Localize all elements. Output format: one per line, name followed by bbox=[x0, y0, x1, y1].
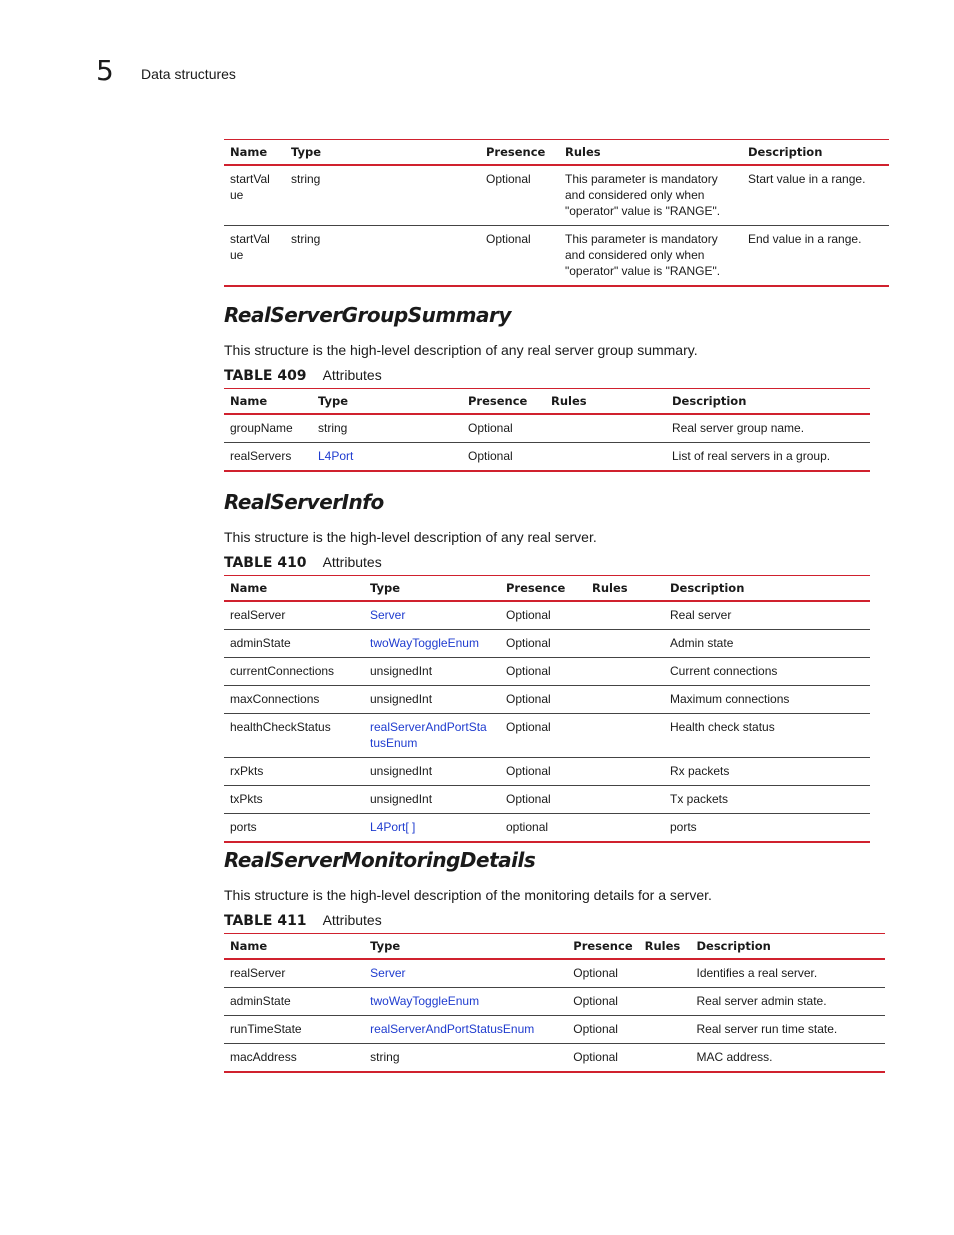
cell-rules bbox=[639, 988, 691, 1016]
table-label: TABLE 409 bbox=[224, 368, 307, 384]
cell-description: Start value in a range. bbox=[742, 165, 889, 226]
cell-presence: Optional bbox=[500, 630, 586, 658]
cell-rules bbox=[586, 630, 664, 658]
column-header-type: Type bbox=[364, 934, 567, 960]
cell-rules bbox=[639, 1044, 691, 1073]
cell-description: Tx packets bbox=[664, 786, 870, 814]
table-409 bbox=[224, 388, 870, 472]
section-heading-410: RealServerInfo bbox=[224, 490, 384, 514]
section-intro-411: This structure is the high-level description of the monitoring details for a server. bbox=[224, 887, 712, 903]
column-header-rules: Rules bbox=[559, 140, 742, 166]
cell-type[interactable]: realServerAndPortStatusEnum bbox=[364, 1016, 567, 1044]
cell-type: unsignedInt bbox=[364, 786, 500, 814]
column-header-rules: Rules bbox=[545, 389, 666, 415]
cell-rules bbox=[545, 443, 666, 472]
cell-description: End value in a range. bbox=[742, 226, 889, 287]
cell-presence: Optional bbox=[462, 414, 545, 443]
table-row bbox=[224, 443, 870, 472]
cell-presence: Optional bbox=[500, 786, 586, 814]
table-label: TABLE 411 bbox=[224, 913, 307, 929]
cell-name: rxPkts bbox=[224, 758, 364, 786]
table-row bbox=[224, 988, 885, 1016]
table-caption-409 bbox=[224, 367, 382, 384]
section-intro-409: This structure is the high-level description of any real server group summary. bbox=[224, 342, 698, 358]
table-row bbox=[224, 686, 870, 714]
cell-description: Real server admin state. bbox=[690, 988, 885, 1016]
chapter-number: 5 bbox=[96, 54, 114, 87]
cell-type[interactable]: Server bbox=[364, 959, 567, 988]
cell-name: realServers bbox=[224, 443, 312, 472]
cell-description: Real server run time state. bbox=[690, 1016, 885, 1044]
cell-name: adminState bbox=[224, 630, 364, 658]
cell-presence: Optional bbox=[480, 165, 559, 226]
cell-presence: Optional bbox=[500, 686, 586, 714]
column-header-presence: Presence bbox=[462, 389, 545, 415]
cell-type[interactable]: realServerAndPortSta tusEnum bbox=[364, 714, 500, 758]
table-header-row bbox=[224, 576, 870, 602]
chapter-title: Data structures bbox=[141, 66, 236, 82]
column-header-rules: Rules bbox=[639, 934, 691, 960]
table-row bbox=[224, 1044, 885, 1073]
column-header-type: Type bbox=[312, 389, 462, 415]
cell-type: string bbox=[285, 165, 480, 226]
table-caption-text: Attributes bbox=[322, 367, 382, 383]
table-row bbox=[224, 959, 885, 988]
cell-type: string bbox=[312, 414, 462, 443]
cell-type[interactable]: twoWayToggleEnum bbox=[364, 630, 500, 658]
cell-name: startVal ue bbox=[224, 226, 285, 287]
cell-presence: Optional bbox=[567, 988, 638, 1016]
column-header-type: Type bbox=[364, 576, 500, 602]
cell-presence: Optional bbox=[500, 714, 586, 758]
cell-rules: This parameter is mandatory and considered only when "operator" value is "RANGE". bbox=[559, 165, 742, 226]
table-label: TABLE 410 bbox=[224, 555, 307, 571]
cell-rules bbox=[586, 686, 664, 714]
table-row bbox=[224, 758, 870, 786]
cell-description: Health check status bbox=[664, 714, 870, 758]
cell-type: string bbox=[364, 1044, 567, 1073]
column-header-description: Description bbox=[666, 389, 870, 415]
cell-name: realServer bbox=[224, 601, 364, 630]
cell-name: realServer bbox=[224, 959, 364, 988]
table-row bbox=[224, 1016, 885, 1044]
cell-presence: Optional bbox=[500, 658, 586, 686]
cell-presence: Optional bbox=[567, 1016, 638, 1044]
cell-name: maxConnections bbox=[224, 686, 364, 714]
table-caption-text: Attributes bbox=[322, 912, 382, 928]
cell-rules bbox=[586, 601, 664, 630]
table-411 bbox=[224, 933, 885, 1073]
section-heading-411: RealServerMonitoringDetails bbox=[224, 848, 536, 872]
cell-rules bbox=[586, 658, 664, 686]
cell-description: Identifies a real server. bbox=[690, 959, 885, 988]
cell-name: txPkts bbox=[224, 786, 364, 814]
cell-description: Real server group name. bbox=[666, 414, 870, 443]
cell-name: currentConnections bbox=[224, 658, 364, 686]
cell-presence: optional bbox=[500, 814, 586, 843]
table-caption-410 bbox=[224, 554, 382, 571]
table-row bbox=[224, 165, 889, 226]
cell-presence: Optional bbox=[567, 1044, 638, 1073]
table-row bbox=[224, 786, 870, 814]
cell-presence: Optional bbox=[500, 601, 586, 630]
cell-name: ports bbox=[224, 814, 364, 843]
table-header-row bbox=[224, 934, 885, 960]
cell-description: ports bbox=[664, 814, 870, 843]
table-row bbox=[224, 630, 870, 658]
table-row bbox=[224, 601, 870, 630]
table-410 bbox=[224, 575, 870, 843]
column-header-presence: Presence bbox=[567, 934, 638, 960]
table-row bbox=[224, 226, 889, 287]
column-header-type: Type bbox=[285, 140, 480, 166]
column-header-rules: Rules bbox=[586, 576, 664, 602]
cell-description: List of real servers in a group. bbox=[666, 443, 870, 472]
table-caption-text: Attributes bbox=[322, 554, 382, 570]
table-row bbox=[224, 714, 870, 758]
cell-presence: Optional bbox=[500, 758, 586, 786]
cell-type[interactable]: L4Port bbox=[312, 443, 462, 472]
cell-rules bbox=[545, 414, 666, 443]
cell-description: Admin state bbox=[664, 630, 870, 658]
cell-rules: This parameter is mandatory and considered only when "operator" value is "RANGE". bbox=[559, 226, 742, 287]
cell-description: MAC address. bbox=[690, 1044, 885, 1073]
table-header-row bbox=[224, 389, 870, 415]
column-header-name: Name bbox=[224, 934, 364, 960]
cell-name: runTimeState bbox=[224, 1016, 364, 1044]
cell-description: Real server bbox=[664, 601, 870, 630]
cell-rules bbox=[639, 959, 691, 988]
cell-presence: Optional bbox=[480, 226, 559, 287]
cell-description: Maximum connections bbox=[664, 686, 870, 714]
section-intro-410: This structure is the high-level description of any real server. bbox=[224, 529, 597, 545]
column-header-description: Description bbox=[742, 140, 889, 166]
section-heading-409: RealServerGroupSummary bbox=[224, 303, 511, 327]
cell-type: unsignedInt bbox=[364, 758, 500, 786]
cell-description: Rx packets bbox=[664, 758, 870, 786]
column-header-presence: Presence bbox=[480, 140, 559, 166]
cell-type: unsignedInt bbox=[364, 658, 500, 686]
cell-name: groupName bbox=[224, 414, 312, 443]
cell-rules bbox=[586, 714, 664, 758]
cell-type: string bbox=[285, 226, 480, 287]
cell-rules bbox=[586, 814, 664, 843]
cell-name: healthCheckStatus bbox=[224, 714, 364, 758]
column-header-name: Name bbox=[224, 140, 285, 166]
column-header-presence: Presence bbox=[500, 576, 586, 602]
cell-presence: Optional bbox=[462, 443, 545, 472]
cell-type[interactable]: Server bbox=[364, 601, 500, 630]
column-header-name: Name bbox=[224, 389, 312, 415]
table-row bbox=[224, 814, 870, 843]
column-header-description: Description bbox=[690, 934, 885, 960]
table-row bbox=[224, 658, 870, 686]
cell-rules bbox=[586, 786, 664, 814]
cell-rules bbox=[639, 1016, 691, 1044]
cell-name: startVal ue bbox=[224, 165, 285, 226]
cell-name: macAddress bbox=[224, 1044, 364, 1073]
table-top bbox=[224, 139, 889, 287]
cell-name: adminState bbox=[224, 988, 364, 1016]
table-row bbox=[224, 414, 870, 443]
cell-type[interactable]: twoWayToggleEnum bbox=[364, 988, 567, 1016]
cell-description: Current connections bbox=[664, 658, 870, 686]
column-header-description: Description bbox=[664, 576, 870, 602]
cell-rules bbox=[586, 758, 664, 786]
table-caption-411 bbox=[224, 912, 382, 929]
cell-type[interactable]: L4Port[ ] bbox=[364, 814, 500, 843]
cell-type: unsignedInt bbox=[364, 686, 500, 714]
column-header-name: Name bbox=[224, 576, 364, 602]
table-header-row bbox=[224, 140, 889, 166]
cell-presence: Optional bbox=[567, 959, 638, 988]
